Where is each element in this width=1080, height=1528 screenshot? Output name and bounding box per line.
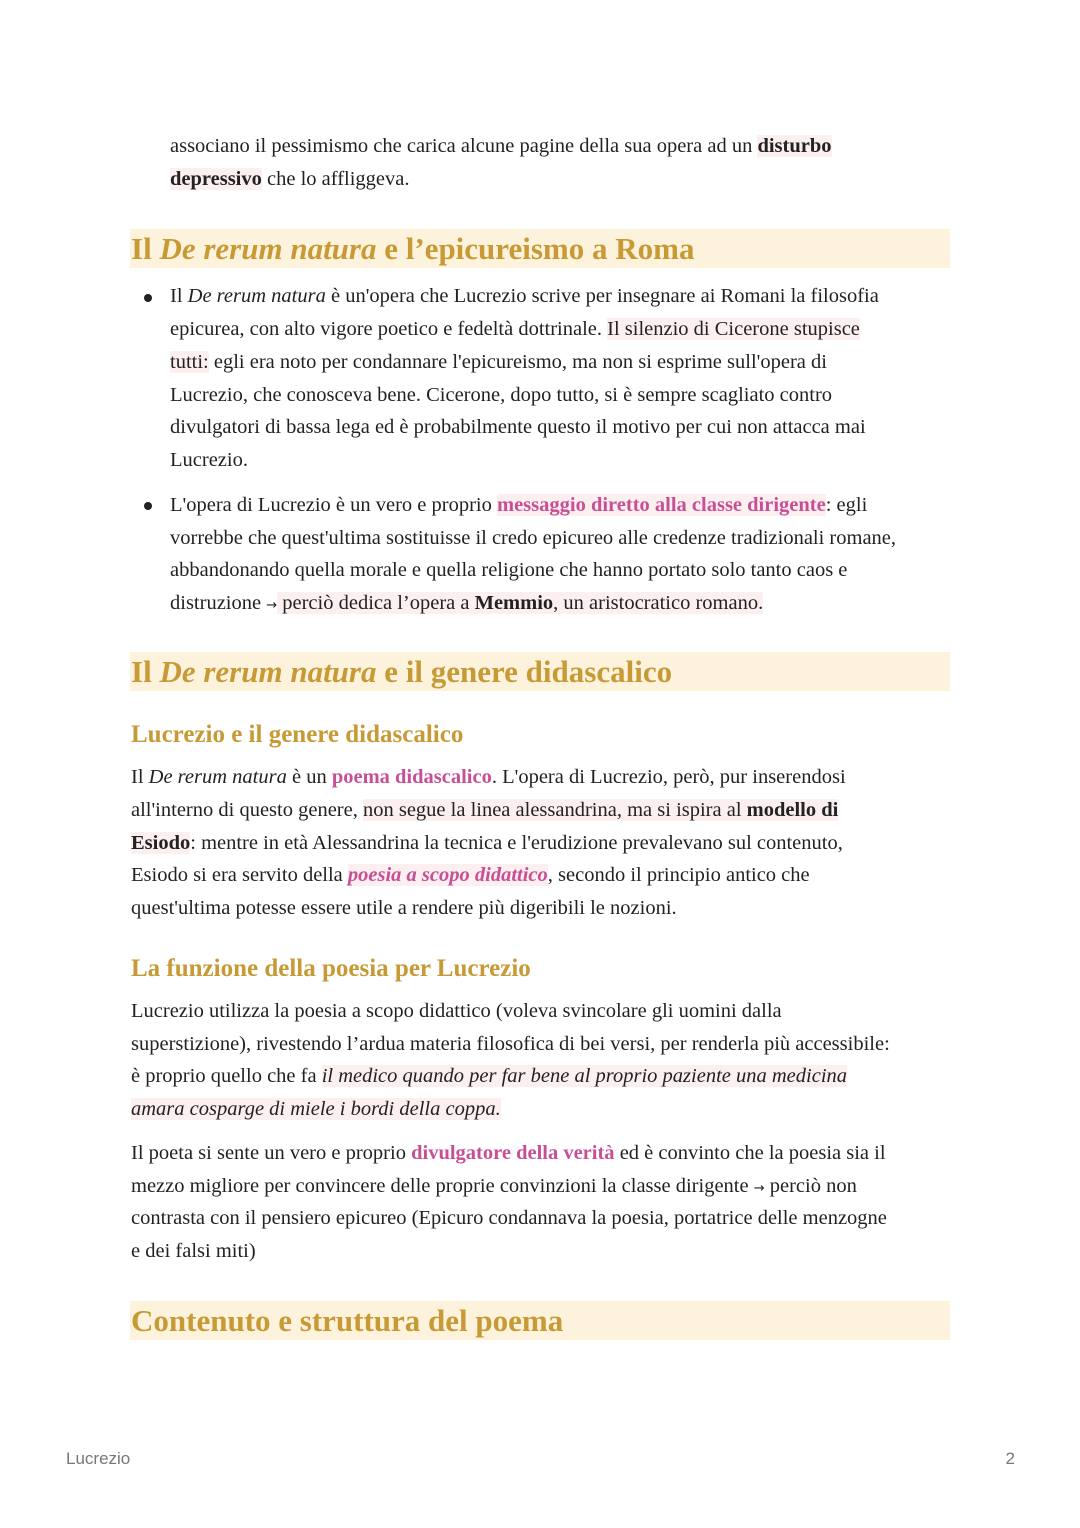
pink-keyword: poesia a scopo didattico bbox=[347, 864, 548, 886]
pink-keyword: divulgatore della verità bbox=[411, 1142, 615, 1164]
bold-term-disturbo: disturbo bbox=[757, 135, 832, 157]
sub2-p2-line-3: contrasta con il pensiero epicureo (Epicuro condannava la poesia, portatrice delle menzogne bbox=[131, 1207, 887, 1229]
sub2-p2-line-4: e dei falsi miti) bbox=[131, 1240, 256, 1262]
bullet1-line-3: tutti: egli era noto per condannare l'epicureismo, ma non si esprime sull'opera di bbox=[170, 351, 827, 373]
subheading-funzione-poesia: La funzione della poesia per Lucrezio bbox=[131, 955, 531, 982]
sub1-line-5: quest'ultima potesse essere utile a rendere più digeribili le nozioni. bbox=[131, 897, 677, 919]
text-span: associano il pessimismo che carica alcune pagine della sua opera ad un bbox=[170, 135, 758, 157]
sub2-p1-line-2: superstizione), rivestendo l’ardua materia filosofica di bei versi, per renderla più accessibile: bbox=[131, 1033, 890, 1055]
arrow-icon: → bbox=[266, 598, 278, 613]
sub2-p2-line-2: mezzo migliore per convincere delle proprie convinzioni la classe dirigente → perciò non bbox=[131, 1175, 857, 1197]
sub1-line-1: Il De rerum natura è un poema didascalico. L'opera di Lucrezio, però, pur inserendosi bbox=[131, 766, 846, 788]
footer-title: Lucrezio bbox=[66, 1449, 131, 1468]
bullet2-line-3: abbandonando quella morale e quella religione che hanno portato solo tanto caos e bbox=[170, 559, 848, 581]
sub2-p1-line-4 bbox=[131, 1093, 501, 1126]
highlighted-text: Il silenzio di Cicerone stupisce bbox=[607, 318, 860, 340]
section-heading-contenuto: Contenuto e struttura del poema bbox=[131, 1303, 564, 1338]
bullet2-line-1: L'opera di Lucrezio è un vero e proprio messaggio diretto alla classe dirigente: egli bbox=[170, 494, 868, 516]
bold-term-memmio: Memmio bbox=[474, 592, 554, 614]
bullet1-line-5: divulgatori di bassa lega ed è probabilmente questo il motivo per cui non attacca mai bbox=[170, 416, 866, 438]
pink-keyword: messaggio diretto alla classe dirigente bbox=[497, 494, 826, 516]
italic-quote: il medico quando per far bene al proprio paziente una medicina bbox=[321, 1065, 848, 1087]
bullet1-line-6: Lucrezio. bbox=[170, 449, 248, 471]
sub1-line-3: Esiodo: mentre in età Alessandrina la tecnica e l'erudizione prevalevano sul contenuto, bbox=[131, 832, 843, 854]
bullet1-line-4: Lucrezio, che conosceva bene. Cicerone, dopo tutto, si è sempre scagliato contro bbox=[170, 384, 833, 406]
bullet-icon bbox=[144, 502, 152, 510]
section-heading-epicureismo: Il De rerum natura e l’epicureismo a Roma bbox=[131, 231, 695, 266]
sub1-line-4: Esiodo si era servito della poesia a scopo didattico, secondo il principio antico che bbox=[131, 864, 810, 886]
section-heading-didascalico: Il De rerum natura e il genere didascalico bbox=[131, 654, 673, 689]
bullet-icon bbox=[144, 294, 152, 302]
continuation-line-2 bbox=[170, 163, 410, 196]
sub1-line-2: all'interno di questo genere, non segue la linea alessandrina, ma si ispira al modello di bbox=[131, 799, 839, 821]
bullet1-line-1: Il De rerum natura è un'opera che Lucrezio scrive per insegnare ai Romani la filosofia bbox=[170, 285, 879, 307]
sub2-p1-line-3: è proprio quello che fa il medico quando per far bene al proprio paziente una medicina bbox=[131, 1065, 848, 1087]
sub2-p2-line-1: Il poeta si sente un vero e proprio divulgatore della verità ed è convinto che la poesia sia il bbox=[131, 1142, 886, 1164]
bullet2-line-4: distruzione → perciò dedica l’opera a Memmio, un aristocratico romano. bbox=[170, 592, 764, 614]
bullet1-line-2: epicurea, con alto vigore poetico e fedeltà dottrinale. Il silenzio di Cicerone stupisce bbox=[170, 318, 860, 340]
bullet2-line-2: vorrebbe che quest'ultima sostituisse il credo epicureo alle credenze tradizionali romane, bbox=[170, 527, 897, 549]
bold-term-esiodo: Esiodo bbox=[131, 832, 191, 854]
italic-quote: amara cosparge di miele i bordi della coppa. bbox=[131, 1098, 501, 1120]
arrow-icon: → bbox=[753, 1181, 765, 1196]
bold-term-depressivo: depressivo bbox=[170, 168, 262, 190]
page-number: 2 bbox=[1005, 1449, 1015, 1468]
continuation-line-1 bbox=[170, 130, 832, 163]
highlighted-text: tutti: bbox=[170, 351, 209, 373]
text-span: che lo affliggeva. bbox=[261, 168, 410, 190]
subheading-genere-didascalico: Lucrezio e il genere didascalico bbox=[131, 721, 464, 748]
sub2-p1-line-1: Lucrezio utilizza la poesia a scopo didattico (voleva svincolare gli uomini dalla bbox=[131, 1000, 782, 1022]
pink-keyword: poema didascalico bbox=[331, 766, 492, 788]
